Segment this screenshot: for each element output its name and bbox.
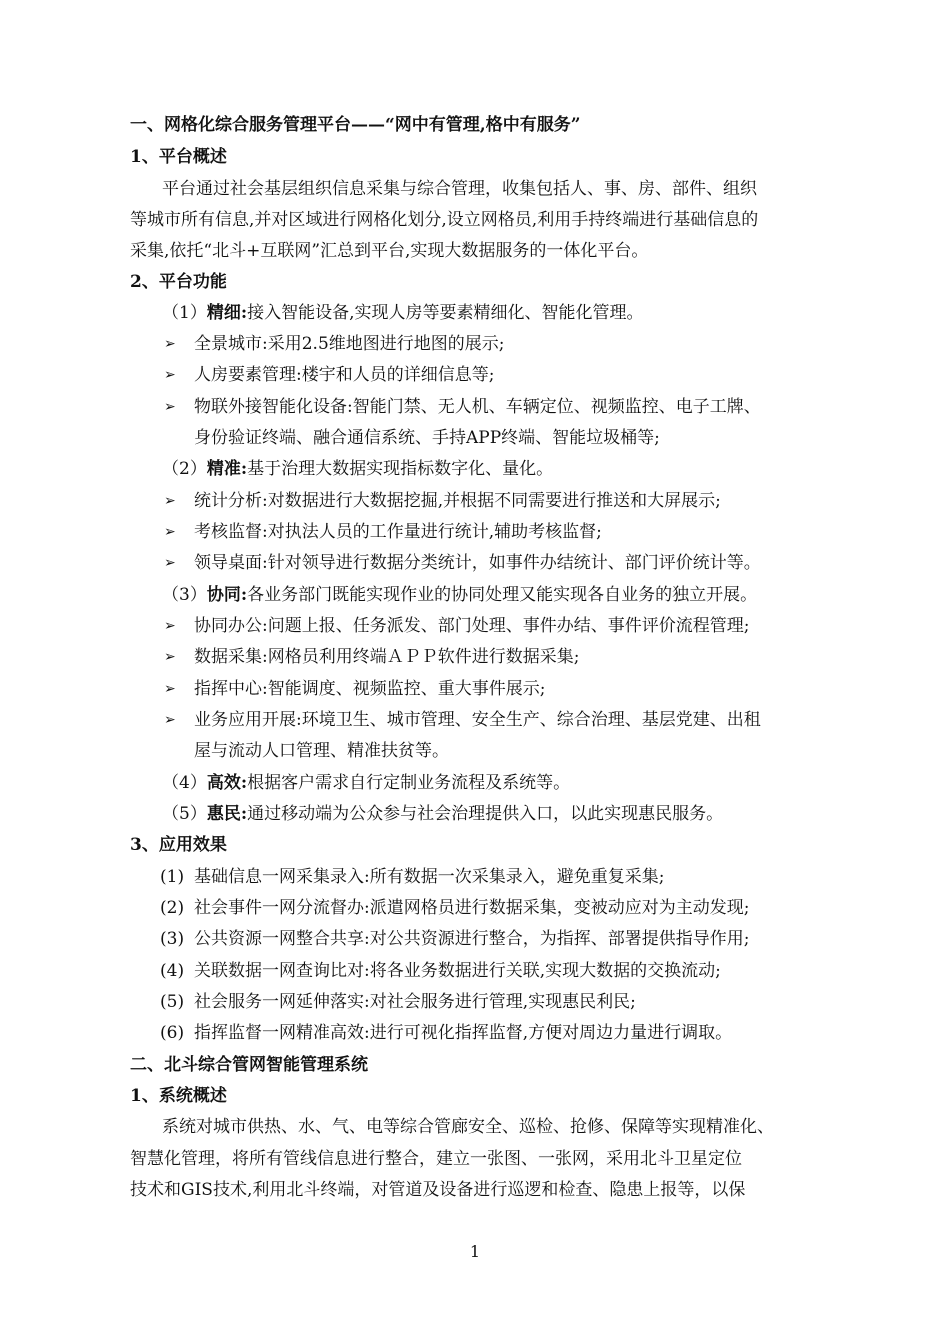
bullet-text-continued: 屋与流动人口管理、精准扶贫等。 [194,741,449,761]
effect-number: (3) [160,929,185,949]
arrow-bullet-icon: ➢ [164,336,176,352]
function-title: 精细: [206,303,248,323]
effect-text: 关联数据一网查询比对:将各业务数据进行关联,实现大数据的交换流动; [194,961,721,981]
subsection-heading: 3、应用效果 [130,835,227,855]
bullet-text: 全景城市:采用2.5维地图进行地图的展示; [194,334,505,354]
function-title: 高效: [206,773,248,793]
effect-text: 社会事件一网分流督办:派遣网格员进行数据采集，变被动应对为主动发现; [194,898,750,918]
arrow-bullet-icon: ➢ [164,367,176,383]
paragraph-line: 采集,依托“北斗+互联网”汇总到平台,实现大数据服务的一体化平台。 [130,241,649,261]
effect-number: (4) [160,961,185,981]
page-number: 1 [469,1242,481,1261]
function-text: 基于治理大数据实现指标数字化、量化。 [247,459,554,479]
subsection-heading: 2、平台功能 [130,272,227,292]
paragraph-line: 系统对城市供热、水、气、电等综合管廊安全、巡检、抢修、保障等实现精准化、 [162,1117,774,1137]
function-item [162,458,553,480]
arrow-bullet-icon: ➢ [164,555,176,571]
paragraph-line: 等城市所有信息,并对区域进行网格化划分,设立网格员,利用手持终端进行基础信息的 [130,210,759,230]
effect-text: 公共资源一网整合共享:对公共资源进行整合，为指挥、部署提供指导作用; [194,929,750,949]
arrow-bullet-icon: ➢ [164,399,176,415]
function-item [162,302,644,324]
bullet-text: 考核监督:对执法人员的工作量进行统计,辅助考核监督; [194,522,602,542]
arrow-bullet-icon: ➢ [164,681,176,697]
effect-number: (5) [160,992,185,1012]
bullet-text: 数据采集:网格员利用终端ＡＰＰ软件进行数据采集; [194,647,580,667]
section-heading: 一、网格化综合服务管理平台——“网中有管理,格中有服务” [130,115,581,135]
effect-text: 指挥监督一网精准高效:进行可视化指挥监督,方便对周边力量进行调取。 [194,1023,733,1043]
bullet-text: 协同办公:问题上报、任务派发、部门处理、事件办结、事件评价流程管理; [194,616,750,636]
function-prefix: （2） [162,459,207,479]
bullet-text: 领导桌面:针对领导进行数据分类统计，如事件办结统计、部门评价统计等。 [194,553,761,573]
function-text: 各业务部门既能实现作业的协同处理又能实现各自业务的独立开展。 [247,585,758,605]
effect-number: (1) [160,867,185,887]
effect-text: 社会服务一网延伸落实:对社会服务进行管理,实现惠民利民; [194,992,636,1012]
arrow-bullet-icon: ➢ [164,524,176,540]
function-prefix: （1） [162,303,207,323]
function-prefix: （3） [162,585,207,605]
arrow-bullet-icon: ➢ [164,493,176,509]
function-prefix: （4） [162,773,207,793]
bullet-text: 业务应用开展:环境卫生、城市管理、安全生产、综合治理、基层党建、出租 [194,710,761,730]
function-item [162,772,570,794]
function-text: 根据客户需求自行定制业务流程及系统等。 [247,773,571,793]
effect-number: (6) [160,1023,185,1043]
bullet-text: 物联外接智能化设备:智能门禁、无人机、车辆定位、视频监控、电子工牌、 [194,397,761,417]
bullet-text-continued: 身份验证终端、融合通信系统、手持APP终端、智能垃圾桶等; [194,428,660,448]
paragraph-line: 智慧化管理，将所有管线信息进行整合，建立一张图、一张网，采用北斗卫星定位 [130,1149,742,1169]
bullet-text: 统计分析:对数据进行大数据挖掘,并根据不同需要进行推送和大屏展示; [194,491,721,511]
effect-number: (2) [160,898,185,918]
subsection-heading: 1、系统概述 [130,1086,227,1106]
arrow-bullet-icon: ➢ [164,618,176,634]
function-title: 惠民: [206,804,248,824]
paragraph-line: 平台通过社会基层组织信息采集与综合管理，收集包括人、事、房、部件、组织 [162,179,757,199]
function-item [162,584,757,606]
section-heading: 二、北斗综合管网智能管理系统 [130,1055,368,1075]
effect-text: 基础信息一网采集录入:所有数据一次采集录入，避免重复采集; [194,867,665,887]
function-title: 精准: [206,459,248,479]
bullet-text: 人房要素管理:楼宇和人员的详细信息等; [194,365,495,385]
bullet-text: 指挥中心:智能调度、视频监控、重大事件展示; [194,679,546,699]
function-prefix: （5） [162,804,207,824]
function-text: 通过移动端为公众参与社会治理提供入口，以此实现惠民服务。 [247,804,724,824]
paragraph-line: 技术和GIS技术,利用北斗终端，对管道及设备进行巡逻和检查、隐患上报等，以保 [130,1180,746,1200]
function-title: 协同: [206,585,248,605]
function-text: 接入智能设备,实现人房等要素精细化、智能化管理。 [247,303,644,323]
function-item [162,803,723,825]
arrow-bullet-icon: ➢ [164,712,176,728]
arrow-bullet-icon: ➢ [164,649,176,665]
subsection-heading: 1、平台概述 [130,147,227,167]
